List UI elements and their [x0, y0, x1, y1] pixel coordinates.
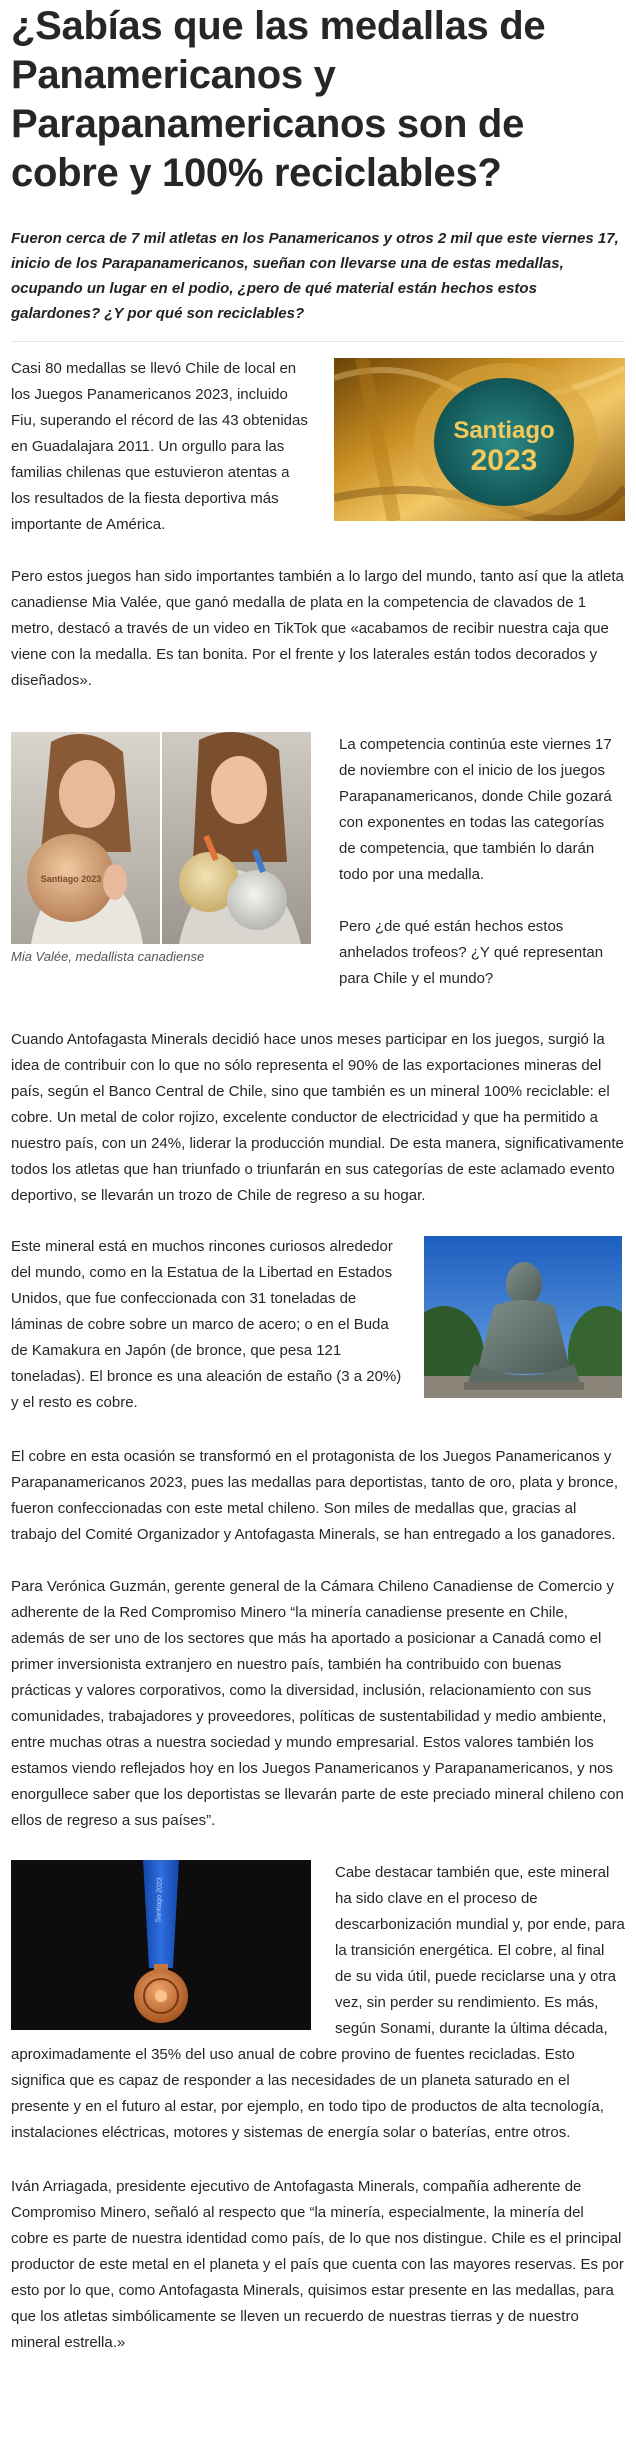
article-lead: Fueron cerca de 7 mil atletas en los Panamericanos y otros 2 mil que este viernes 17, inicio de los Parapanamericanos, sueñan con llevarse una de estas medallas, ocupando un lugar en el podio, ¿pero de qué material están hechos estos galardones? ¿Y por qué son reciclables?: [11, 230, 619, 322]
paragraph-4: Pero ¿de qué están hechos estos anhelados trofeos? ¿Y qué representan para Chile y el mundo?: [339, 918, 604, 987]
paragraph-8: Para Verónica Guzmán, gerente general de la Cámara Chileno Canadiense de Comercio y adherente de la Red Compromiso Minero “la minería canadiense presente en Chile, además de ser uno de los sectores que más ha aportado a posicionar a Canadá como el primer inversionista extranjero en nuestro país, también ha contribuido con buenas prácticas y valores corporativos, como la diversidad, inclusión, relacionamiento con sus comunidades, trabajadores y proveedores, políticas de sustentabilidad y medio ambiente, entre muchas otras a nuestra sociedad y mundo empresarial. Estos valores también los estamos viendo reflejados hoy en los Juegos Panamericanos y Parapanamericanos, y nos enorgullece saber que los deportistas se llevarán parte de este preciado mineral chileno con ellos de regreso a sus países”.: [11, 1578, 624, 1829]
paragraph-1: Casi 80 medallas se llevó Chile de local en los Juegos Panamericanos 2023, incluido Fiu, superando el récord de las 43 obtenidas en Guadalajara 2011. Un orgullo para las familias chilenas que estuvieron atentas a los resultados de la fiesta deportiva más importante de América.: [11, 360, 308, 533]
medal-ribbon-image: [11, 1860, 311, 2030]
paragraph-6: Este mineral está en muchos rincones curiosos alrededor del mundo, como en la Estatua de la Libertad en Estados Unidos, que fue confeccionada con 31 toneladas de láminas de cobre sobre un marco de acero; o en el Buda de Kamakura en Japón (de bronce, que pesa 121 toneladas). El bronce es una aleación de estaño (3 a 20%) y el resto es cobre.: [11, 1238, 402, 1411]
paragraph-3: La competencia continúa este viernes 17 de noviembre con el inicio de los juegos Parapanamericanos, donde Chile gozará con exponentes en todas las categorías de competencia, que también lo darán todo por una medalla.: [339, 736, 612, 883]
section-recycling: [11, 1860, 625, 2146]
paragraph-10: Iván Arriagada, presidente ejecutivo de Antofagasta Minerals, compañía adherente de Compromiso Minero, señaló al respecto que “la minería, especialmente, la minería del cobre es parte de nuestra identidad como país, de lo que nos distingue. Chile es el principal productor de este metal en el planeta y el país que cuenta con las mayores reservas. Es por esto por lo que, como Antofagasta Minerals, quisimos estar presente en las medallas, para que los atletas simbólicamente se lleven un recuerdo de nuestras tierras y de nuestro mineral estrella.»: [11, 2178, 624, 2351]
medal-ribbon-figure: [11, 1860, 311, 2030]
medal-text-year: 2023: [470, 444, 538, 477]
athlete-photo-medal-text: Santiago 2023: [40, 874, 102, 884]
medal-closeup-image: [334, 358, 625, 521]
medal-text-santiago: Santiago: [453, 417, 555, 444]
athlete-figure: [11, 732, 311, 967]
section-intro: [11, 356, 625, 538]
buddha-figure: [424, 1236, 622, 1398]
section-buddha: [11, 1234, 625, 1416]
paragraph-9: Cabe destacar también que, este mineral ha sido clave en el proceso de descarbonización mundial y, por ende, para la transición energética. El cobre, al final de su vida útil, puede reciclarse una y otra vez, sin perder su rendimiento. Es más, según Sonami, durante la última década, aproximadamente el 35% del uso anual de cobre provino de fuentes recicladas. Esto significa que es capaz de responder a las necesidades de un planeta saturado en el presente y en el futuro al estar, por ejemplo, en todo tipo de productos de alta tecnología, instalaciones eléctricas, motores y sistemas de energía solar o baterías, entre otros.: [11, 1864, 625, 2141]
article-title: ¿Sabías que las medallas de Panamericanos y Parapanamericanos son de cobre y 100% reciclables?: [11, 4, 546, 195]
divider: [11, 341, 625, 342]
section-athlete: [11, 732, 625, 992]
athlete-photo: [11, 732, 311, 944]
paragraph-7: El cobre en esta ocasión se transformó en el protagonista de los Juegos Panamericanos y Parapanamericanos 2023, pues las medallas para deportistas, tanto de oro, plata y bronce, fueron confeccionadas con este metal chileno. Son miles de medallas que, gracias al trabajo del Comité Organizador y Antofagasta Minerals, se han entregado a los ganadores.: [11, 1448, 619, 1543]
paragraph-5: Cuando Antofagasta Minerals decidió hace unos meses participar en los juegos, surgió la idea de contribuir con lo que no sólo representa el 90% de las exportaciones mineras del país, según el Banco Central de Chile, sino que también es un mineral 100% reciclable: el cobre. Un metal de color rojizo, excelente conductor de electricidad y que ha permitido a nuestro país, con un 24%, liderar la producción mundial. De esta manera, significativamente todos los atletas que han triunfado o triunfarán en sus categorías de este aclamado evento deportivo, se llevarán un trozo de Chile de regreso a su hogar.: [11, 1031, 624, 1204]
athlete-caption: Mia Valée, medallista canadiense: [11, 949, 205, 964]
ribbon-text: Santiago 2023: [155, 1877, 164, 1923]
medal-closeup-figure: [334, 358, 625, 521]
paragraph-2: Pero estos juegos han sido importantes también a lo largo del mundo, tanto así que la atleta canadiense Mia Valée, que ganó medalla de plata en la competencia de clavados de 1 metro, destacó a través de un video en TikTok que «acabamos de recibir nuestra caja que viene con la medalla. Es tan bonita. Por el frente y los laterales están todos decorados y diseñados».: [11, 568, 624, 689]
buddha-kamakura-image: [424, 1236, 622, 1398]
